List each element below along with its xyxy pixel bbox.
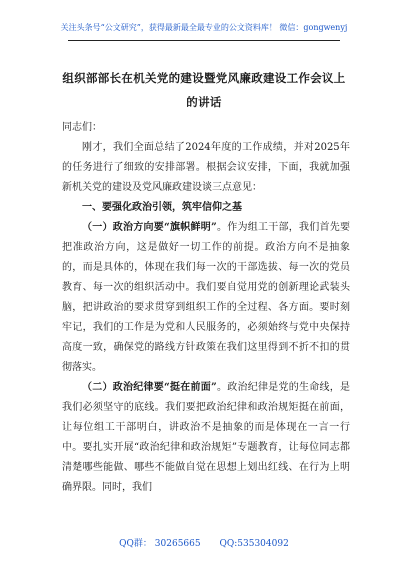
- document-body: [62, 118, 350, 498]
- section-heading-1: 一、要强化政治引领，筑牢信仰之基: [82, 202, 242, 213]
- subsection-2: [62, 378, 350, 498]
- page-header-banner: 关注头条号“公文研究”，获得最新最全最专业的公文资料库！ 微信：gongwenyj: [60, 23, 348, 32]
- footer-qq: QQ:535304092: [219, 539, 289, 549]
- subsection-1-heading: （一）政治方向要“旗帜鲜明”: [82, 222, 217, 233]
- intro-paragraph: 刚才，我们全面总结了2024年度的工作成绩，并对2025年的任务进行了细致的安排部署。根据会议安排，下面，我就加强新机关党的建设及党风廉政建设谈三点意见：: [62, 142, 350, 193]
- salutation: 同志们：: [62, 122, 102, 133]
- subsection-2-heading: （二）政治纪律要“挺在前面”: [82, 382, 217, 393]
- title-line-2: 的讲话: [186, 95, 222, 109]
- footer-qq-group: QQ群： 30265665: [119, 539, 201, 549]
- header-divider: [68, 40, 340, 41]
- title-line-1: 组织部部长在机关党的建设暨党风廉政建设工作会议上: [62, 71, 346, 85]
- page-footer: [0, 536, 408, 549]
- subsection-1-text: 。作为组工干部，我们首先要把准政治方向，这是做好一切工作的前提。政治方向不是抽象的，而是具体的，体现在我们每一次的干部选拔、每一次的党员教育、每一次的组织活动中。我们要自觉用党的创新理论武装头脑，把讲政治的要求贯穿到组织工作的全过程、各方面。要时刻牢记，我们的工作是为党和人民服务的，必须始终与党中央保持高度一致，确保党的路线方针政策在我们这里得到不折不扣的贯彻落实。: [62, 222, 350, 373]
- subsection-1: [62, 218, 350, 378]
- subsection-2-text: 。政治纪律是党的生命线，是我们必须坚守的底线。我们要把政治纪律和政治规矩挺在前面，让每位组工干部明白，讲政治不是抽象的而是体现在一言一行中。要扎实开展“政治纪律和政治规矩”专题教育，让每位同志都清楚哪些能做、哪些不能做自觉在思想上划出红线、在行为上明确界限。同时，我们: [62, 382, 350, 493]
- document-title: [56, 66, 352, 114]
